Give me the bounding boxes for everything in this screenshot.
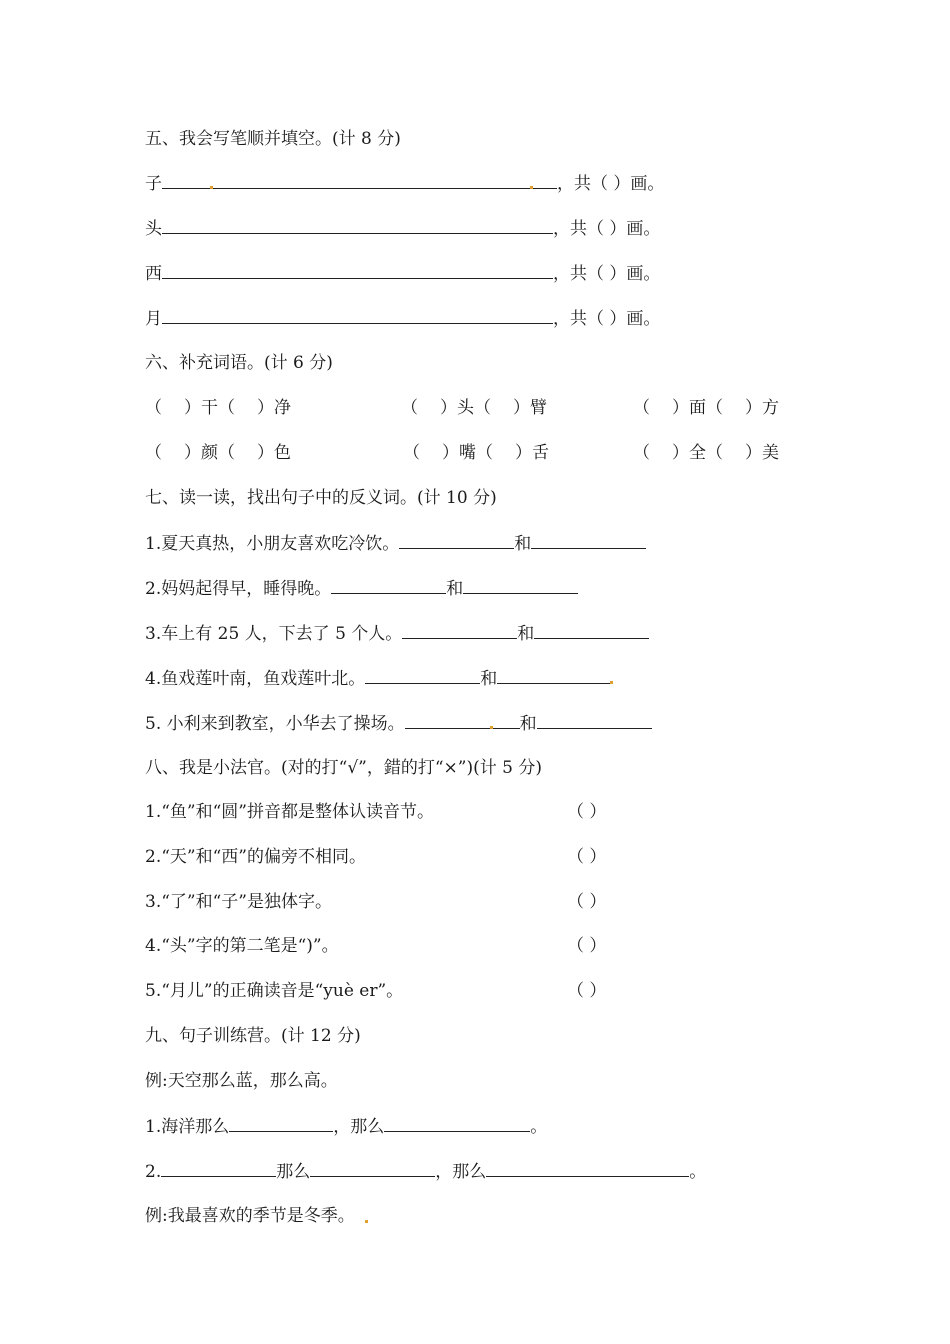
example-sentence-2: 例:我最喜欢的季节是冬季。 bbox=[145, 1206, 355, 1226]
stroke-char: 月 bbox=[145, 309, 162, 329]
stroke-blank[interactable] bbox=[162, 260, 553, 279]
stroke-row-yue bbox=[145, 305, 660, 331]
section-9-title: 九、句子训练营。(计 12 分) bbox=[145, 1026, 361, 1046]
antonym-item: 2.妈妈起得早，睡得晚。 和 bbox=[145, 575, 578, 601]
idiom-item: （ ）颜（ ）色 bbox=[145, 443, 291, 463]
stroke-row-tou bbox=[145, 215, 660, 241]
answer-blank[interactable] bbox=[463, 575, 578, 594]
section-6-title: 六、补充词语。(计 6 分) bbox=[145, 353, 333, 373]
judge-item: 3.“了”和“子”是独体字。 bbox=[145, 892, 332, 912]
highlight-mark bbox=[365, 1220, 368, 1223]
stroke-row-zi bbox=[145, 170, 664, 196]
answer-blank[interactable] bbox=[537, 710, 652, 729]
stroke-char: 西 bbox=[145, 264, 162, 284]
judge-item: 2.“天”和“西”的偏旁不相同。 bbox=[145, 847, 366, 867]
section-5-title: 五、我会写笔顺并填空。(计 8 分) bbox=[145, 129, 401, 149]
idiom-item: （ ）全（ ）美 bbox=[633, 443, 779, 463]
judge-brackets[interactable]: （ ） bbox=[567, 981, 607, 1001]
idiom-item: （ ）头（ ）臂 bbox=[401, 398, 547, 418]
section-7-title: 七、读一读，找出句子中的反义词。(计 10 分) bbox=[145, 488, 497, 508]
stroke-count: ，共（ ）画。 bbox=[557, 174, 665, 194]
idiom-item: （ ）嘴（ ）舌 bbox=[403, 443, 549, 463]
stroke-row-xi bbox=[145, 260, 660, 286]
stroke-count: ，共（ ）画。 bbox=[553, 309, 661, 329]
stroke-char: 子 bbox=[145, 174, 162, 194]
sentence-item-1: 1.海洋那么 ，那么 。 bbox=[145, 1113, 547, 1139]
answer-blank[interactable] bbox=[229, 1113, 333, 1132]
stroke-count: ，共（ ）画。 bbox=[553, 264, 661, 284]
answer-blank[interactable] bbox=[384, 1113, 530, 1132]
judge-item: 1.“鱼”和“圆”拼音都是整体认读音节。 bbox=[145, 802, 434, 822]
antonym-item: 5. 小利来到教室，小华去了操场。 和 bbox=[145, 710, 652, 736]
example-sentence-1: 例:天空那么蓝，那么高。 bbox=[145, 1071, 338, 1091]
stroke-char: 头 bbox=[145, 219, 162, 239]
answer-blank[interactable] bbox=[365, 665, 480, 684]
judge-brackets[interactable]: （ ） bbox=[567, 892, 607, 912]
answer-blank[interactable] bbox=[331, 575, 446, 594]
idiom-item: （ ）干（ ）净 bbox=[145, 398, 291, 418]
answer-blank[interactable] bbox=[405, 710, 520, 729]
section-8-title: 八、我是小法官。(对的打“√”，錯的打“×”)(计 5 分) bbox=[145, 758, 542, 778]
stroke-blank[interactable] bbox=[162, 305, 553, 324]
answer-blank[interactable] bbox=[486, 1158, 689, 1177]
antonym-item: 3.车上有 25 人，下去了 5 个人。 和 bbox=[145, 620, 649, 646]
answer-blank[interactable] bbox=[534, 620, 649, 639]
stroke-blank[interactable] bbox=[162, 170, 557, 189]
answer-blank[interactable] bbox=[531, 530, 646, 549]
stroke-count: ，共（ ）画。 bbox=[553, 219, 661, 239]
judge-item: 4.“头”字的第二笔是“)”。 bbox=[145, 936, 339, 956]
antonym-item: 1.夏天真热，小朋友喜欢吃冷饮。 和 bbox=[145, 530, 646, 556]
answer-blank[interactable] bbox=[497, 665, 612, 684]
judge-item: 5.“月儿”的正确读音是“yuè er”。 bbox=[145, 981, 404, 1001]
antonym-item: 4.鱼戏莲叶南，鱼戏莲叶北。 和 bbox=[145, 665, 612, 691]
sentence-item-2: 2. 那么 ，那么 。 bbox=[145, 1158, 706, 1184]
judge-brackets[interactable]: （ ） bbox=[567, 936, 607, 956]
answer-blank[interactable] bbox=[402, 620, 517, 639]
answer-blank[interactable] bbox=[399, 530, 514, 549]
answer-blank[interactable] bbox=[161, 1158, 276, 1177]
stroke-blank[interactable] bbox=[162, 215, 553, 234]
idiom-item: （ ）面（ ）方 bbox=[633, 398, 779, 418]
judge-brackets[interactable]: （ ） bbox=[567, 802, 607, 822]
judge-brackets[interactable]: （ ） bbox=[567, 847, 607, 867]
answer-blank[interactable] bbox=[310, 1158, 435, 1177]
